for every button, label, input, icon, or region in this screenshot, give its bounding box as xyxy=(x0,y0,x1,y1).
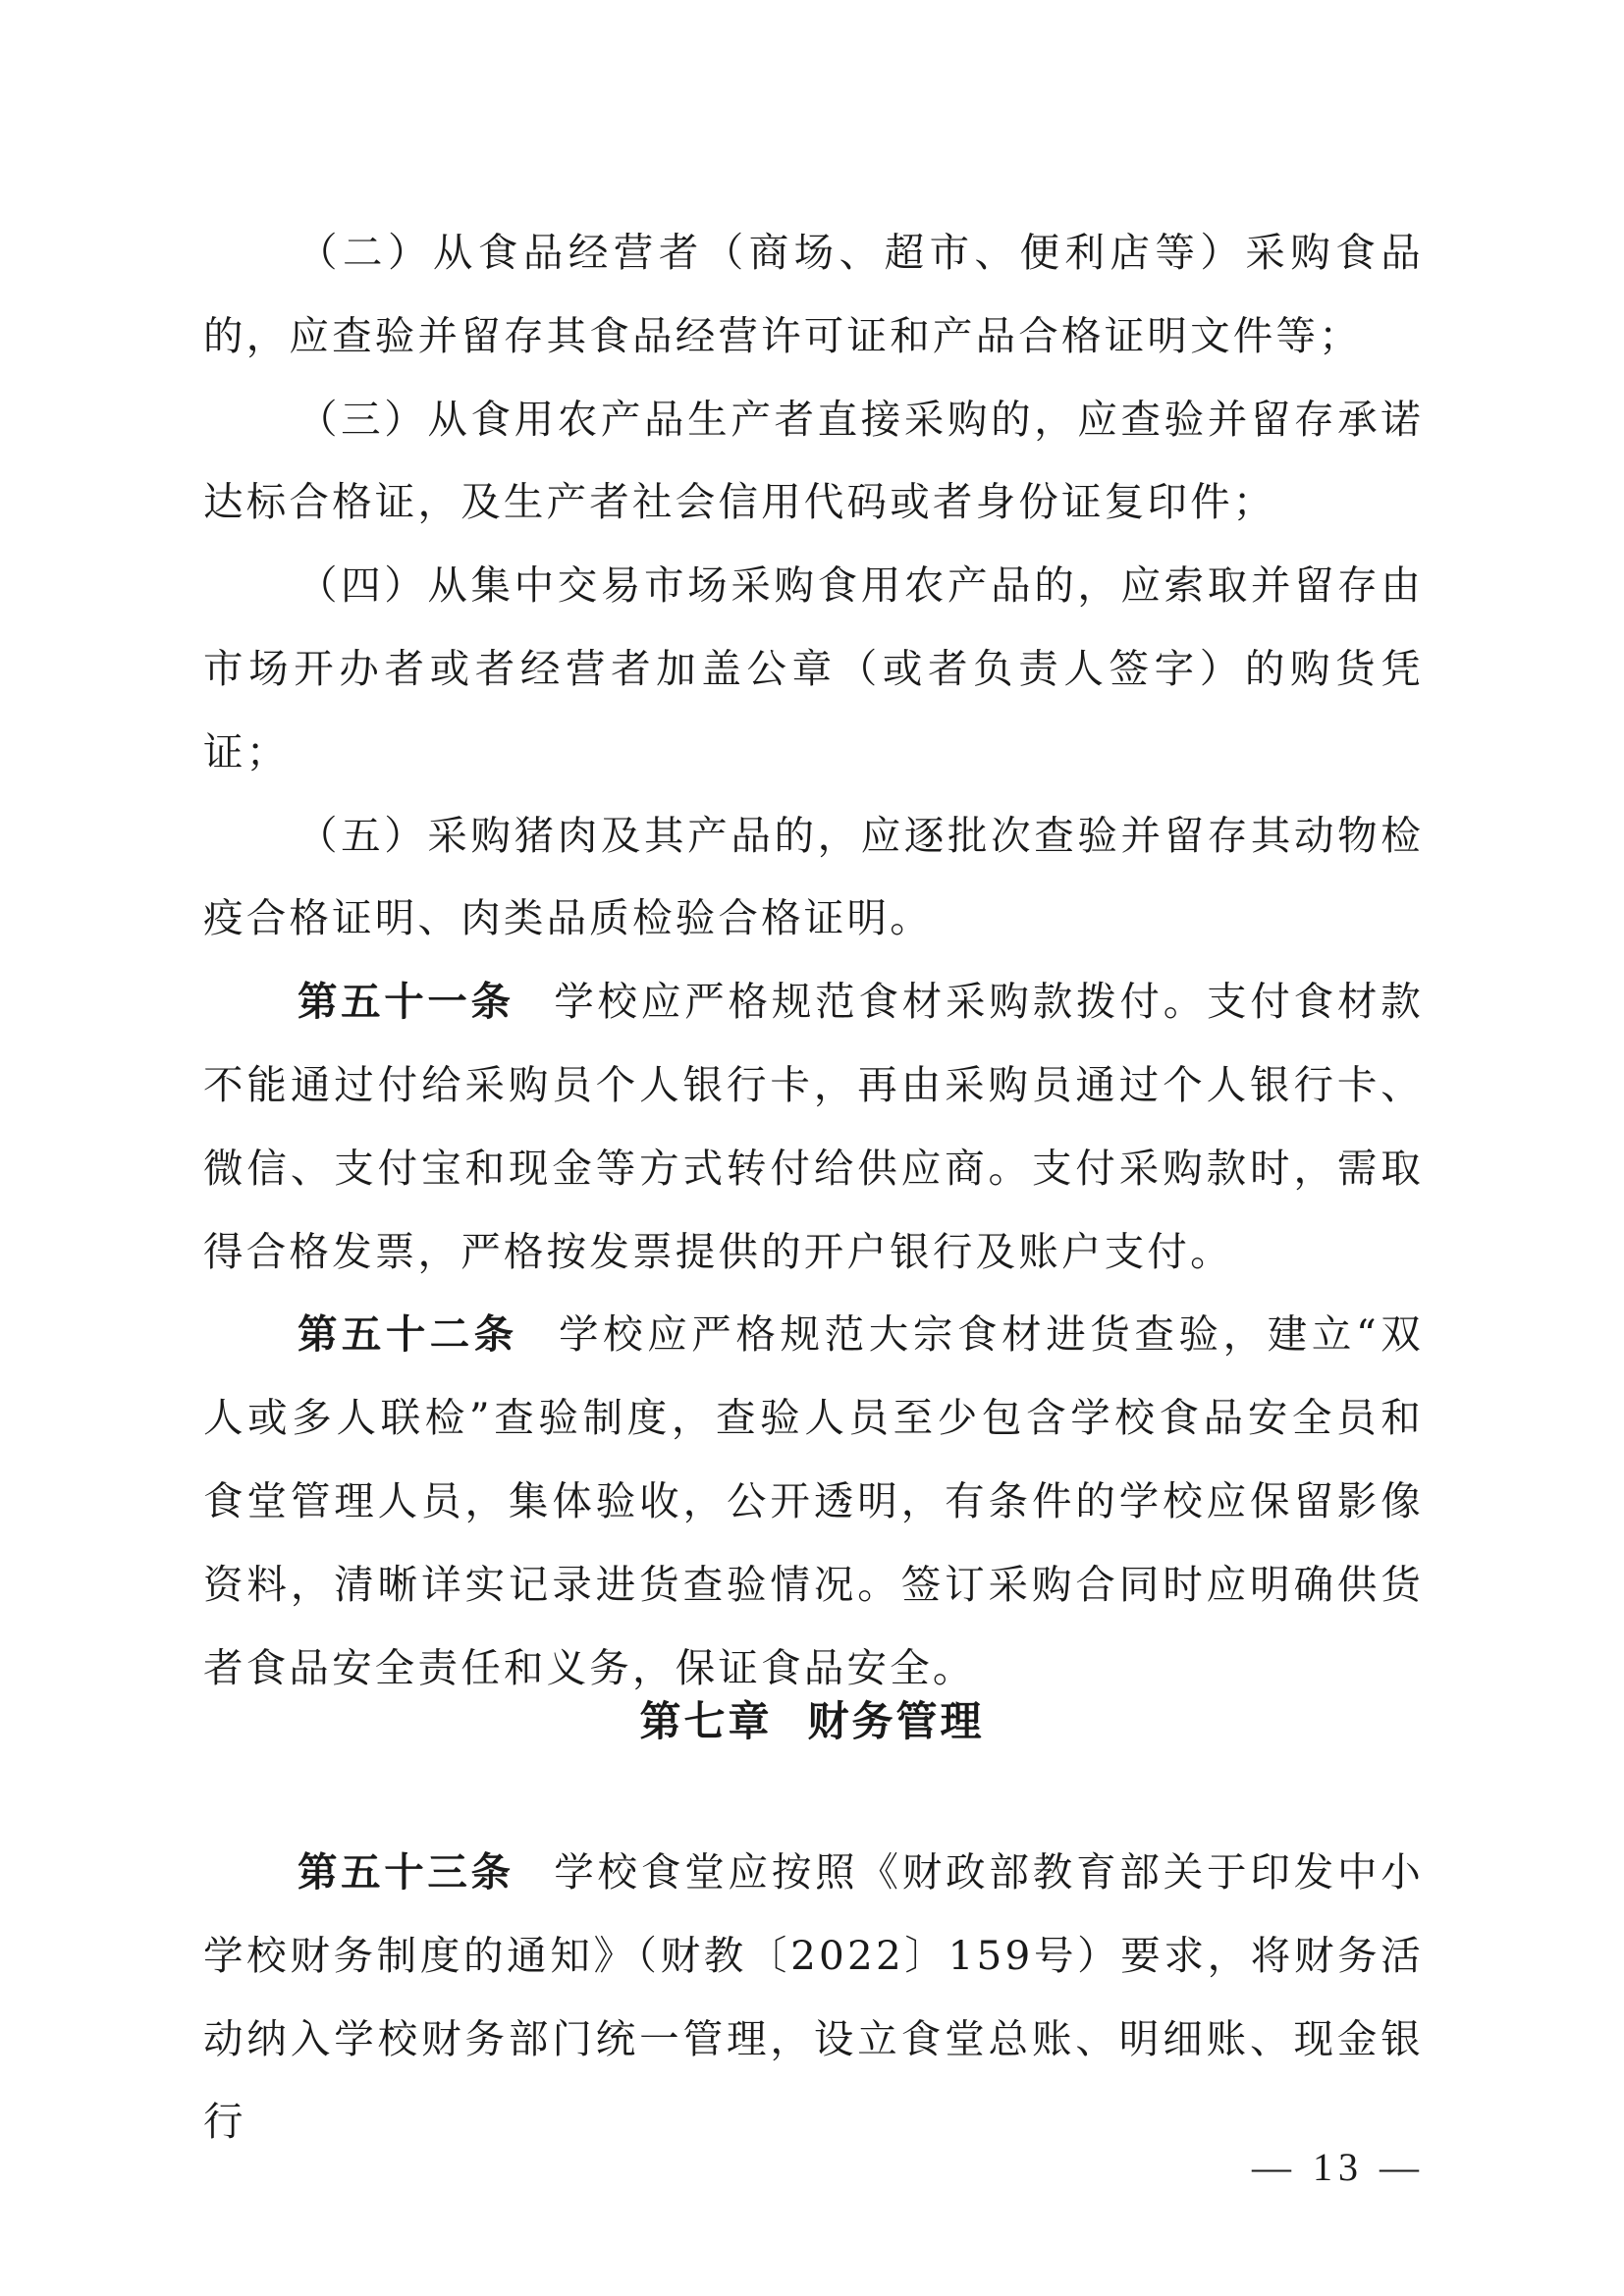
page-number: — 13 — xyxy=(1252,2145,1425,2189)
clause-four: （四）从集中交易市场采购食用农产品的，应索取并留存由市场开办者或者经营者加盖公章（或者负责人签字）的购货凭证； xyxy=(203,561,1424,775)
article-52-text: 学校应严格规范大宗食材进货查验，建立“双人或多人联检”查验制度，查验人员至少包含学校食品安全员和食堂管理人员，集体验收，公开透明，有条件的学校应保留影像资料，清晰详实记录进货查验情况。签订采购合同时应明确供货者食品安全责任和义务，保证食品安全。 xyxy=(203,1310,1424,1691)
clause-two: （二）从食品经营者（商场、超市、便利店等）采购食品的，应查验并留存其食品经营许可证和产品合格证明文件等； xyxy=(203,229,1424,359)
clause-three: （三）从食用农产品生产者直接采购的，应查验并留存承诺达标合格证，及生产者社会信用代码或者身份证复印件； xyxy=(203,395,1424,526)
article-53-text: 学校食堂应按照《财政部教育部关于印发中小学校财务制度的通知》（财教〔2022〕159号）要求，将财务活动纳入学校财务部门统一管理，设立食堂总账、明细账、现金银行 xyxy=(203,1848,1425,2146)
article-52-title: 第五十二条 xyxy=(298,1310,518,1359)
article-51-text: 学校应严格规范食材采购款拨付。支付食材款不能通过付给采购员个人银行卡，再由采购员通过个人银行卡、微信、支付宝和现金等方式转付给供应商。支付采购款时，需取得合格发票，严格按发票提供的开户银行及账户支付。 xyxy=(203,978,1425,1275)
article-53 xyxy=(203,1831,1424,2163)
article-51-title: 第五十一条 xyxy=(298,978,514,1026)
clause-five: （五）采购猪肉及其产品的，应逐批次查验并留存其动物检疫合格证明、肉类品质检验合格证明。 xyxy=(203,811,1424,942)
body-text-upper xyxy=(203,211,1424,1709)
chapter-title: 财务管理 xyxy=(807,1697,985,1745)
chapter-number: 第七章 xyxy=(639,1697,773,1745)
chapter-heading xyxy=(0,1681,1624,1763)
body-text-lower xyxy=(203,1831,1424,2163)
article-53-title: 第五十三条 xyxy=(298,1848,514,1896)
article-51 xyxy=(203,960,1424,1293)
article-52 xyxy=(203,1293,1424,1709)
